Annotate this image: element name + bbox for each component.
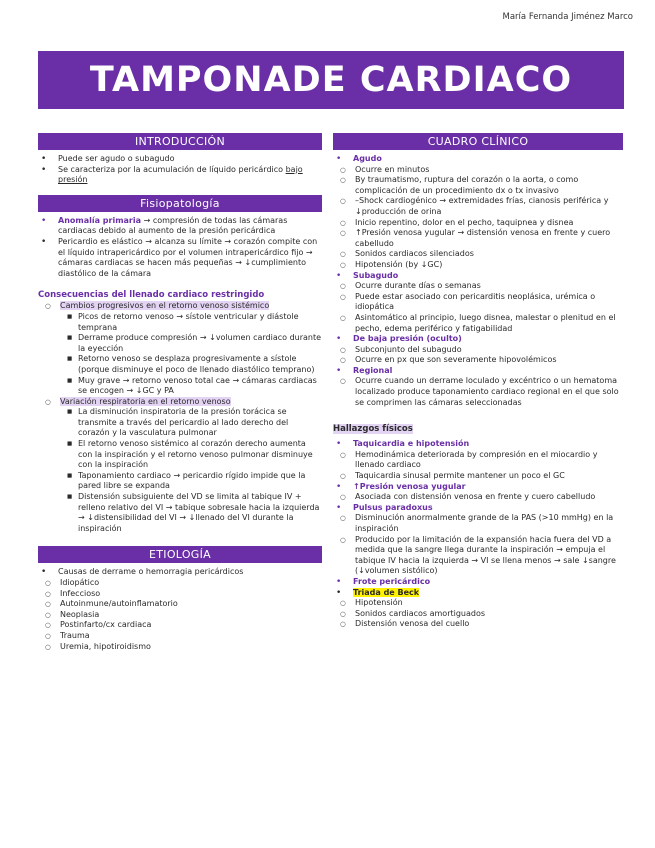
- list-item: ○ ↑Presión venosa yugular → distensión venosa en frente y cuero cabelludo: [333, 228, 623, 249]
- list-item: ○ Hemodinámica deteriorada by compresión en el miocardio y llenado cardiaco: [333, 450, 623, 471]
- list-item: ○ Inicio repentino, dolor en el pecho, taquipnea y disnea: [333, 218, 623, 229]
- taqui-sublist: [333, 450, 623, 482]
- pulsus-sublist: [333, 513, 623, 577]
- highlighted-label: Variación respiratoria en el retorno venoso: [60, 396, 231, 406]
- clinico-list: [333, 154, 623, 408]
- list-item: ○ Postinfarto/cx cardiaca: [38, 620, 322, 631]
- list-item: [333, 588, 623, 630]
- list-item: ○ –Shock cardiogénico → extremidades frías, cianosis periférica y ↓producción de orina: [333, 196, 623, 217]
- list-item: ■ Retorno venoso se desplaza progresivamente a sístole (porque disminuye el poco de llenado diastólico temprano): [60, 354, 322, 375]
- list-item: ■ La disminución inspiratoria de la presión torácica se transmite a través del pericardio al lado derecho del corazón y la vasculatura pulmonar: [60, 407, 322, 439]
- subagudo-sublist: [333, 281, 623, 334]
- list-item: ○ Autoinmune/autoinflamatorio: [38, 599, 322, 610]
- list-item: [38, 301, 322, 396]
- list-item: • Frote pericárdico: [333, 577, 623, 588]
- list-item: ○ Subconjunto del subagudo: [333, 345, 623, 356]
- list-item: • Puede ser agudo o subagudo: [38, 154, 322, 165]
- list-item: ○ Neoplasia: [38, 610, 322, 621]
- list-item: ■ Distensión subsiguiente del VD se limita al tabique IV + relleno relativo del VI → tabique sobresale hacia la izquierda → ↓distensibilidad del VI → ↓llenado del VI durante la inspiración: [60, 492, 322, 534]
- hallazgos-heading: Hallazgos físicos: [333, 424, 413, 435]
- consecuencias-heading: Consecuencias del llenado cardiaco restringido: [38, 290, 265, 301]
- list-item: ○ Asintomático al principio, luego disnea, malestar o plenitud en el pecho, edema periférico y fatigabilidad: [333, 313, 623, 334]
- list-item: • Agudo ○ Ocurre en minutos ○ By traumatismo, ruptura del corazón o la aorta, o como complicación de un procedimiento dx o tx invasivo ○ –Shock cardiogénico → extremidades frías, cianosis periférica y ↓producción de orina ○ Inicio repentino, dolor en el pecho, taquipnea y disnea ○ ↑Presión venosa yugular → distensión venosa en frente y cuero cabelludo ○ Sonidos cardiacos silenciados ○ Hipotensión (by ↓GC): [333, 154, 623, 271]
- list-item: ○ Asociada con distensión venosa en frente y cuero cabelludo: [333, 492, 623, 503]
- etio-sublist: [38, 578, 322, 652]
- etio-list: [38, 567, 322, 652]
- underlined-text: bajo presión: [58, 164, 303, 185]
- list-item: • ↑Presión venosa yugular ○ Asociada con distensión venosa en frente y cuero cabelludo: [333, 482, 623, 503]
- list-item: ○ Puede estar asociado con pericarditis neoplásica, urémica o idiopática: [333, 292, 623, 313]
- section-heading-fisiopatologia: Fisiopatología: [38, 195, 322, 212]
- list-item: • Anomalía primaria → compresión de todas las cámaras cardiacas debido al aumento de la presión pericárdica: [38, 216, 322, 237]
- list-item: ○ Hipotensión (by ↓GC): [333, 260, 623, 271]
- list-item: ■ Picos de retorno venoso → sístole ventricular y diástole temprana: [60, 312, 322, 333]
- list-item: ○ Producido por la limitación de la expansión hacia fuera del VD a medida que la sangre llega durante la inspiración → empuja el tabique IV hacia la izquierda → VI se llena menos → sale ↓sangre (↓volumen sistólico): [333, 535, 623, 577]
- list-item: ○ Ocurre durante días o semanas: [333, 281, 623, 292]
- list-item: ■ El retorno venoso sistémico al corazón derecho aumenta con la inspiración y el retorno venoso pulmonar disminuye con la inspiración: [60, 439, 322, 471]
- highlighted-label: Triada de Beck: [353, 587, 420, 597]
- list-item: ○ Trauma: [38, 631, 322, 642]
- list-item: ■ Taponamiento cardiaco → pericardio rígido impide que la pared libre se expanda: [60, 471, 322, 492]
- list-item: • Pulsus paradoxus ○ Disminución anormalmente grande de la PAS (>10 mmHg) en la inspiración ○ Producido por la limitación de la expansión hacia fuera del VD a medida que la sangre llega durante la inspiración → empuja el tabique IV hacia la izquierda → VI se llena menos → sale ↓sangre (↓volumen sistólico): [333, 503, 623, 577]
- right-column: [333, 133, 623, 630]
- list-item: ■ Derrame produce compresión → ↓volumen cardiaco durante la eyección: [60, 333, 322, 354]
- author-name: María Fernanda Jiménez Marco: [502, 12, 633, 22]
- consecuencias-list: [38, 301, 322, 534]
- list-item: ○ Taquicardia sinusal permite mantener un poco el GC: [333, 471, 623, 482]
- list-item: ○ Disminución anormalmente grande de la PAS (>10 mmHg) en la inspiración: [333, 513, 623, 534]
- baja-presion-sublist: [333, 345, 623, 366]
- list-item: ○ Ocurre en minutos: [333, 165, 623, 176]
- list-item: • De baja presión (oculto) ○ Subconjunto del subagudo ○ Ocurre en px que son severamente hipovolémicos: [333, 334, 623, 366]
- regional-sublist: [333, 376, 623, 408]
- list-item: • Subagudo ○ Ocurre durante días o semanas ○ Puede estar asociado con pericarditis neoplásica, urémica o idiopática ○ Asintomático al principio, luego disnea, malestar o plenitud en el pecho, edema periférico y fatigabilidad: [333, 271, 623, 335]
- list-item: • Pericardio es elástico → alcanza su límite → corazón compite con el líquido intrapericárdico por el volumen intrapericárdico fijo → cámaras cardiacas se hacen más pequeñas → ↓cumplimiento diastólico de la cámara: [38, 237, 322, 279]
- page-title: TAMPONADE CARDIACO: [89, 60, 573, 100]
- list-item: ○ By traumatismo, ruptura del corazón o la aorta, o como complicación de un procedimiento dx o tx invasivo: [333, 175, 623, 196]
- left-column: [38, 133, 322, 652]
- fisio-list: [38, 216, 322, 280]
- list-item: ■ Muy grave → retorno venoso total cae → cámaras cardiacas se encogen → ↓GC y PA: [60, 376, 322, 397]
- list-item: ○ Ocurre cuando un derrame loculado y excéntrico o un hematoma localizado produce taponamiento cardiaco regional en el que solo se comprimen las cámaras seleccionadas: [333, 376, 623, 408]
- list-item: ○ Distensión venosa del cuello: [333, 619, 623, 630]
- highlighted-label: Cambios progresivos en el retorno venoso sistémico: [60, 301, 270, 311]
- list-item: ○ Uremia, hipotiroidismo: [38, 642, 322, 653]
- pvy-sublist: [333, 492, 623, 503]
- list-item: ○ Hipotensión: [333, 598, 623, 609]
- list-item: ○ Ocurre en px que son severamente hipovolémicos: [333, 355, 623, 366]
- intro-list: [38, 154, 322, 186]
- agudo-sublist: [333, 165, 623, 271]
- list-item: • Taquicardia e hipotensión ○ Hemodinámica deteriorada by compresión en el miocardio y llenado cardiaco ○ Taquicardia sinusal permite mantener un poco el GC: [333, 439, 623, 481]
- title-banner: [38, 51, 624, 109]
- section-heading-introduccion: INTRODUCCIÓN: [38, 133, 322, 150]
- list-item: ○ Infeccioso: [38, 589, 322, 600]
- cambios-sublist: [60, 312, 322, 397]
- section-heading-cuadro-clinico: CUADRO CLÍNICO: [333, 133, 623, 150]
- list-item: • Regional ○ Ocurre cuando un derrame loculado y excéntrico o un hematoma localizado produce taponamiento cardiaco regional en el que solo se comprimen las cámaras seleccionadas: [333, 366, 623, 408]
- list-item: [38, 397, 322, 535]
- section-heading-etiologia: ETIOLOGÍA: [38, 546, 322, 563]
- list-item: ○ Sonidos cardiacos amortiguados: [333, 609, 623, 620]
- list-item: ○ Sonidos cardiacos silenciados: [333, 249, 623, 260]
- hallazgos-list: [333, 439, 623, 630]
- list-item: ○ Idiopático: [38, 578, 322, 589]
- list-item: • Causas de derrame o hemorragia pericárdicos ○ Idiopático ○ Infeccioso ○ Autoinmune/autoinflamatorio ○ Neoplasia ○ Postinfarto/cx cardiaca ○ Trauma ○ Uremia, hipotiroidismo: [38, 567, 322, 652]
- variacion-sublist: [60, 407, 322, 534]
- beck-sublist: [333, 598, 623, 630]
- list-item: • Se caracteriza por la acumulación de líquido pericárdico bajo presión: [38, 165, 322, 186]
